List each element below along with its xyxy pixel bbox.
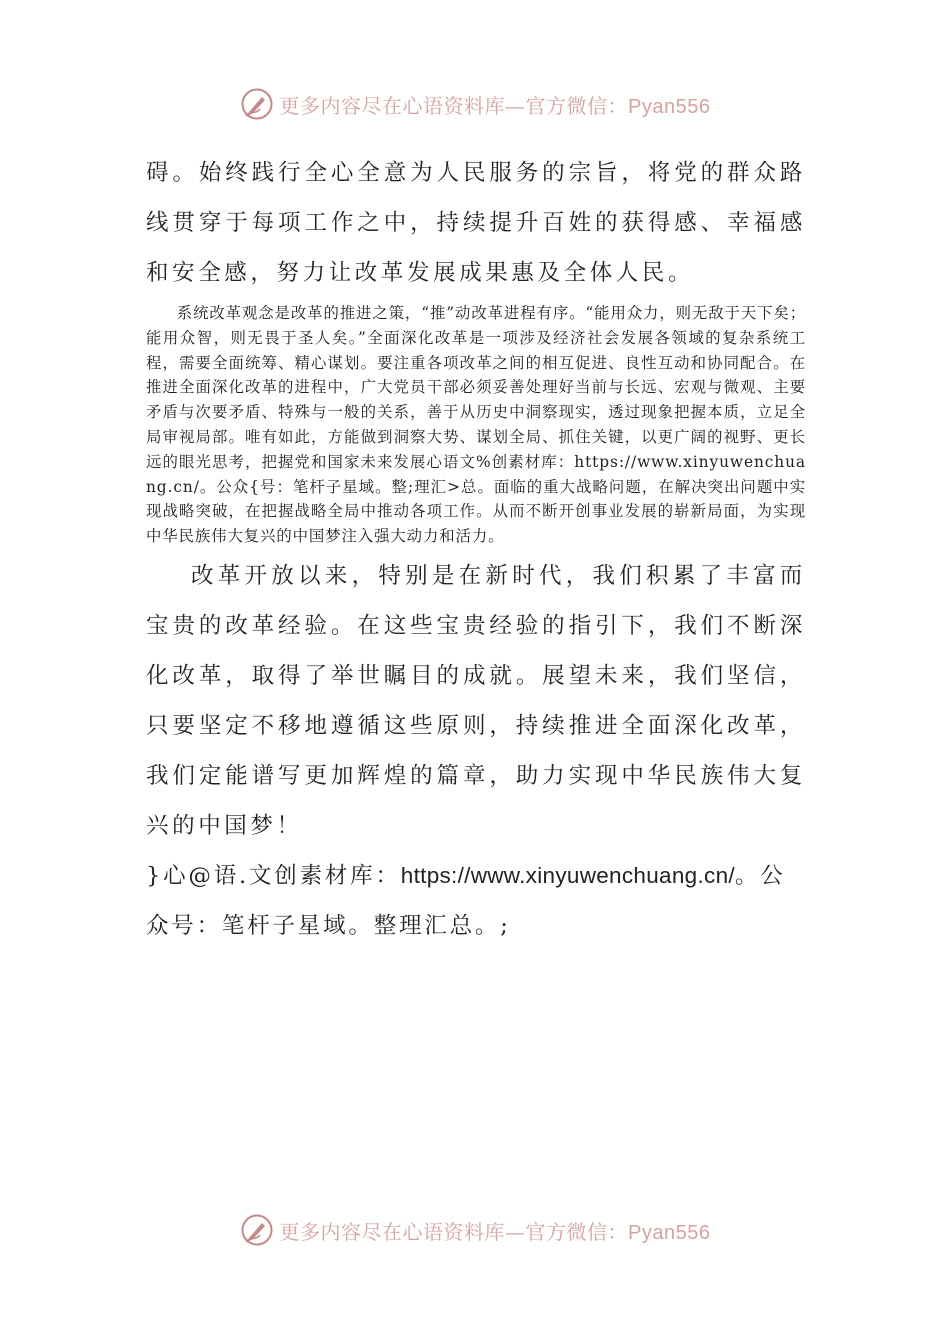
document-body — [146, 148, 806, 951]
pen-logo-icon — [240, 1213, 274, 1247]
pen-logo-icon — [240, 87, 274, 121]
banner-text: 更多内容尽在心语资料库—官方微信：Pyan556 — [279, 1219, 711, 1244]
source-suffix: 。公众号：笔杆子星域。整理汇总。; — [146, 862, 786, 939]
header-banner — [0, 84, 950, 124]
source-url: https://www.xinyuwenchuang.cn/ — [400, 862, 735, 888]
footer-banner — [0, 1210, 950, 1250]
banner-text: 更多内容尽在心语资料库—官方微信：Pyan556 — [279, 93, 711, 118]
paragraph-1: 碍。始终践行全心全意为人民服务的宗旨，将党的群众路线贯穿于每项工作之中，持续提升百姓的获得感、幸福感和安全感，努力让改革发展成果惠及全体人民。 — [146, 160, 806, 286]
paragraph-3: 改革开放以来，特别是在新时代，我们积累了丰富而宝贵的改革经验。在这些宝贵经验的指引下，我们不断深化改革，取得了举世瞩目的成就。展望未来，我们坚信，只要坚定不移地遵循这些原则，持续推进全面深化改革，我们定能谱写更加辉煌的篇章，助力实现中华民族伟大复兴的中国梦！ — [146, 562, 806, 839]
source-line — [146, 851, 806, 951]
source-prefix: }心@语.文创素材库： — [146, 862, 401, 889]
paragraph-2: 系统改革观念是改革的推进之策，“推”动改革进程有序。“能用众力，则无敌于天下矣；能用众智，则无畏于圣人矣。”全面深化改革是一项涉及经济社会发展各领域的复杂系统工程，需要全面统筹、精心谋划。要注重各项改革之间的相互促进、良性互动和协同配合。在推进全面深化改革的进程中，广大党员干部必须妥善处理好当前与长远、宏观与微观、主要矛盾与次要矛盾、特殊与一般的关系，善于从历史中洞察现实，透过现象把握本质，立足全局审视局部。唯有如此，方能做到洞察大势、谋划全局、抓住关键，以更广阔的视野、更长远的眼光思考，把握党和国家未来发展心语文%创素材库：https://www.xinyuwenchuang.cn/。公众{号：笔杆子星域。整;理汇>总。面临的重大战略问题，在解决突出问题中实现战略突破，在把握战略全局中推动各项工作。从而不断开创事业发展的崭新局面，为实现中华民族伟大复兴的中国梦注入强大动力和活力。 — [146, 304, 806, 546]
